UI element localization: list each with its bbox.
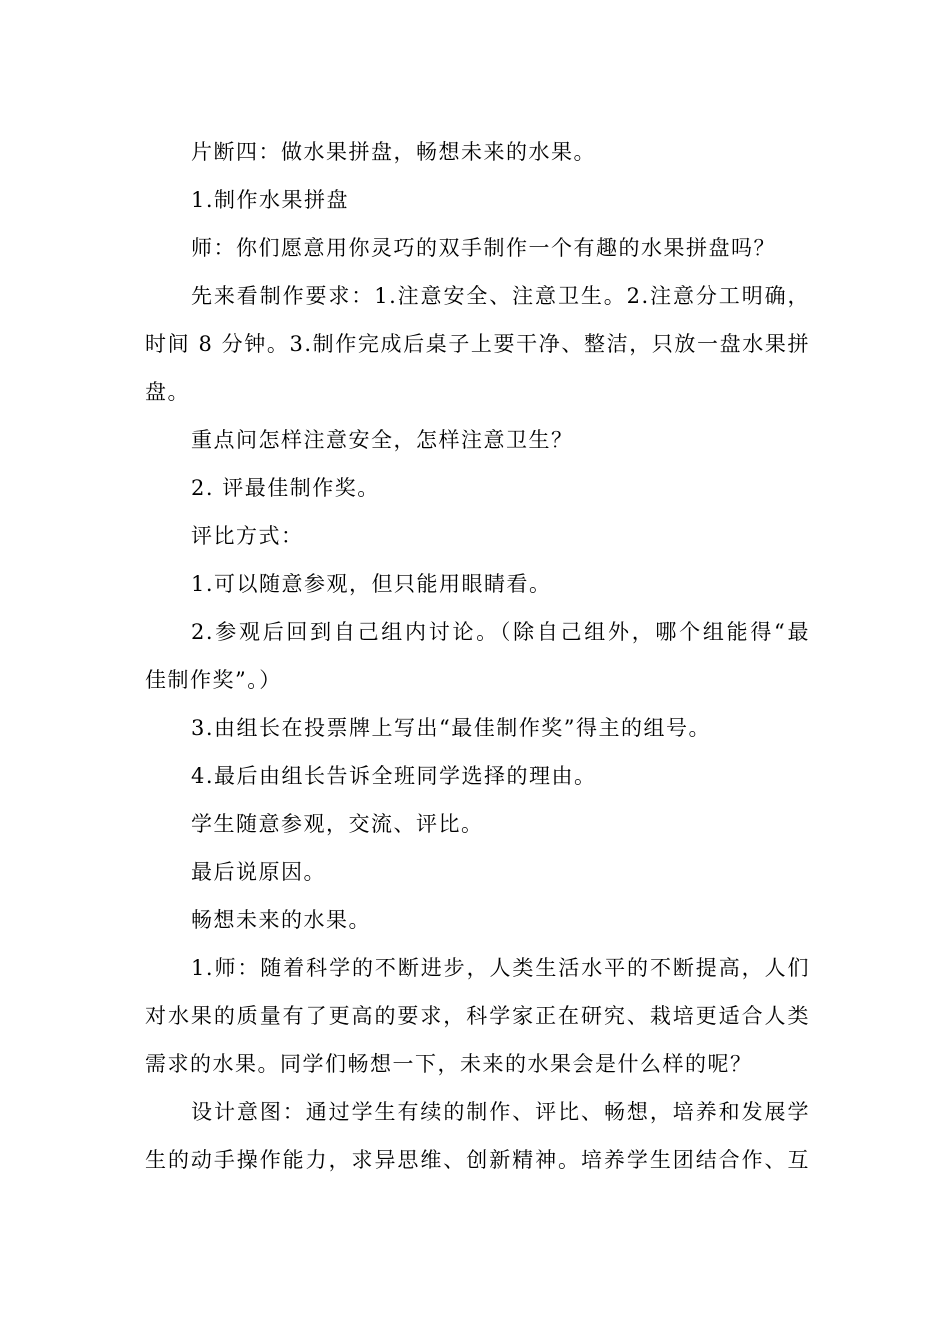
paragraph-line: 生的动手操作能力，求异思维、创新精神。培养学生团结合作、互 [145,1148,810,1172]
list-item: 1.可以随意参观，但只能用眼睛看。 [191,572,552,596]
list-item-continuation: 佳制作奖”。） [145,668,282,692]
subheading: 1.制作水果拼盘 [191,188,350,212]
paragraph-line: 先来看制作要求：1.注意安全、注意卫生。2.注意分工明确， [191,284,810,308]
section-heading: 片断四：做水果拼盘，畅想未来的水果。 [191,140,596,164]
paragraph-line: 师：你们愿意用你灵巧的双手制作一个有趣的水果拼盘吗？ [191,236,776,260]
paragraph-line: 时间 8 分钟。3.制作完成后桌子上要干净、整洁，只放一盘水果拼 [145,332,810,356]
paragraph-line: 畅想未来的水果。 [191,908,371,932]
document-body [145,128,810,1184]
paragraph-line: 1.师：随着科学的不断进步，人类生活水平的不断提高，人们 [191,956,810,980]
paragraph-line: 重点问怎样注意安全，怎样注意卫生？ [191,428,574,452]
list-item: 3.由组长在投票牌上写出“最佳制作奖”得主的组号。 [191,716,712,740]
paragraph-line: 评比方式： [191,524,304,548]
list-item: 2.参观后回到自己组内讨论。（除自己组外，哪个组能得“最 [191,620,810,644]
paragraph-line: 需求的水果。同学们畅想一下，未来的水果会是什么样的呢？ [145,1052,753,1076]
list-item: 4.最后由组长告诉全班同学选择的理由。 [191,764,597,788]
paragraph-line: 设计意图：通过学生有续的制作、评比、畅想，培养和发展学 [191,1100,810,1124]
paragraph-line: 学生随意参观，交流、评比。 [191,812,484,836]
subheading: 2. 评最佳制作奖。 [191,476,380,500]
paragraph-line: 对水果的质量有了更高的要求，科学家正在研究、栽培更适合人类 [145,1004,810,1028]
paragraph-line: 盘。 [145,380,190,404]
paragraph-line: 最后说原因。 [191,860,326,884]
